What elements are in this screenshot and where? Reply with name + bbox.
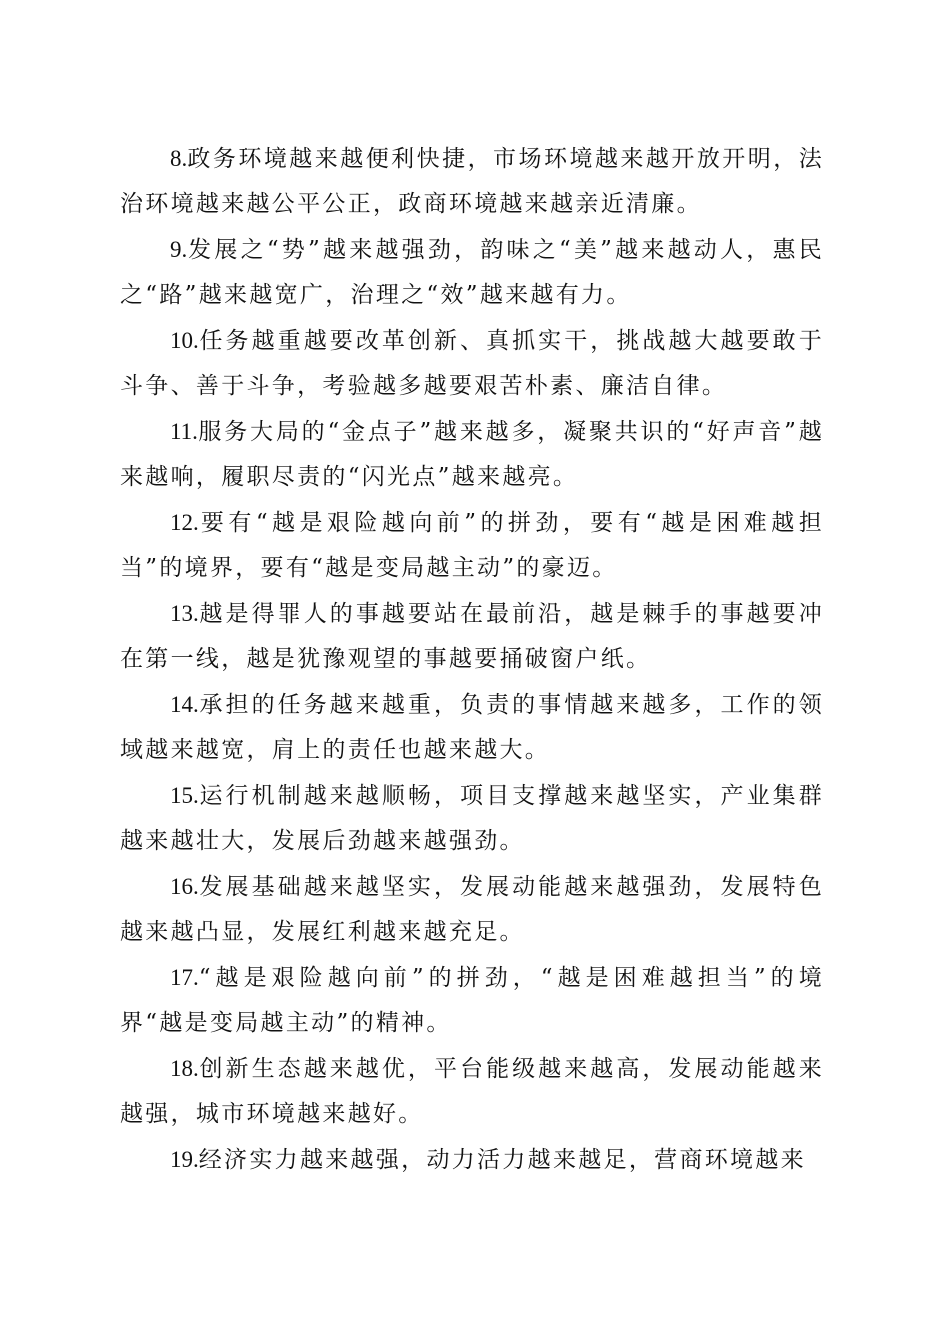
paragraph-number: 13. [170, 601, 199, 626]
paragraph-text: 任务越重越要改革创新、真抓实干，挑战越大越要敢于斗争、善于斗争，考验越多越要艰苦朴素、廉洁自律。 [120, 328, 824, 399]
paragraph-number: 16. [170, 874, 199, 899]
paragraph-text: 越是得罪人的事越要站在最前沿，越是棘手的事越要冲在第一线，越是犹豫观望的事越要捅破窗户纸。 [120, 601, 824, 672]
paragraph-15 [120, 773, 824, 864]
paragraph-18 [120, 1046, 824, 1137]
paragraph-text: 要有“越是艰险越向前”的拼劲，要有“越是困难越担当”的境界，要有“越是变局越主动”的豪迈。 [120, 510, 824, 581]
paragraph-12 [120, 500, 824, 591]
document-body [120, 136, 824, 1183]
paragraph-19 [120, 1137, 824, 1183]
paragraph-number: 17. [170, 965, 199, 990]
paragraph-number: 9. [170, 237, 188, 262]
paragraph-10 [120, 318, 824, 409]
paragraph-17 [120, 955, 824, 1046]
paragraph-text: 创新生态越来越优，平台能级越来越高，发展动能越来越强，城市环境越来越好。 [120, 1056, 824, 1127]
paragraph-number: 8. [170, 146, 188, 171]
paragraph-text: 承担的任务越来越重，负责的事情越来越多，工作的领域越来越宽，肩上的责任也越来越大。 [120, 692, 824, 763]
paragraph-text: 发展之“势”越来越强劲，韵味之“美”越来越动人，惠民之“路”越来越宽广，治理之“效”越来越有力。 [120, 237, 824, 308]
paragraph-number: 15. [170, 783, 199, 808]
paragraph-text: 服务大局的“金点子”越来越多，凝聚共识的“好声音”越来越响，履职尽责的“闪光点”越来越亮。 [120, 419, 824, 490]
paragraph-number: 12. [170, 510, 199, 535]
paragraph-11 [120, 409, 824, 500]
paragraph-9 [120, 227, 824, 318]
paragraph-text: “越是艰险越向前”的拼劲，“越是困难越担当”的境界“越是变局越主动”的精神。 [120, 965, 824, 1036]
paragraph-number: 14. [170, 692, 199, 717]
paragraph-16 [120, 864, 824, 955]
paragraph-8 [120, 136, 824, 227]
paragraph-14 [120, 682, 824, 773]
paragraph-number: 19. [170, 1147, 199, 1172]
paragraph-13 [120, 591, 824, 682]
paragraph-text: 政务环境越来越便利快捷，市场环境越来越开放开明，法治环境越来越公平公正，政商环境越来越亲近清廉。 [120, 146, 824, 217]
paragraph-number: 18. [170, 1056, 199, 1081]
paragraph-text: 经济实力越来越强，动力活力越来越足，营商环境越来 [198, 1147, 806, 1173]
paragraph-number: 10. [170, 328, 199, 353]
paragraph-number: 11. [170, 419, 198, 444]
paragraph-text: 发展基础越来越坚实，发展动能越来越强劲，发展特色越来越凸显，发展红利越来越充足。 [120, 874, 824, 945]
paragraph-text: 运行机制越来越顺畅，项目支撑越来越坚实，产业集群越来越壮大，发展后劲越来越强劲。 [120, 783, 824, 854]
